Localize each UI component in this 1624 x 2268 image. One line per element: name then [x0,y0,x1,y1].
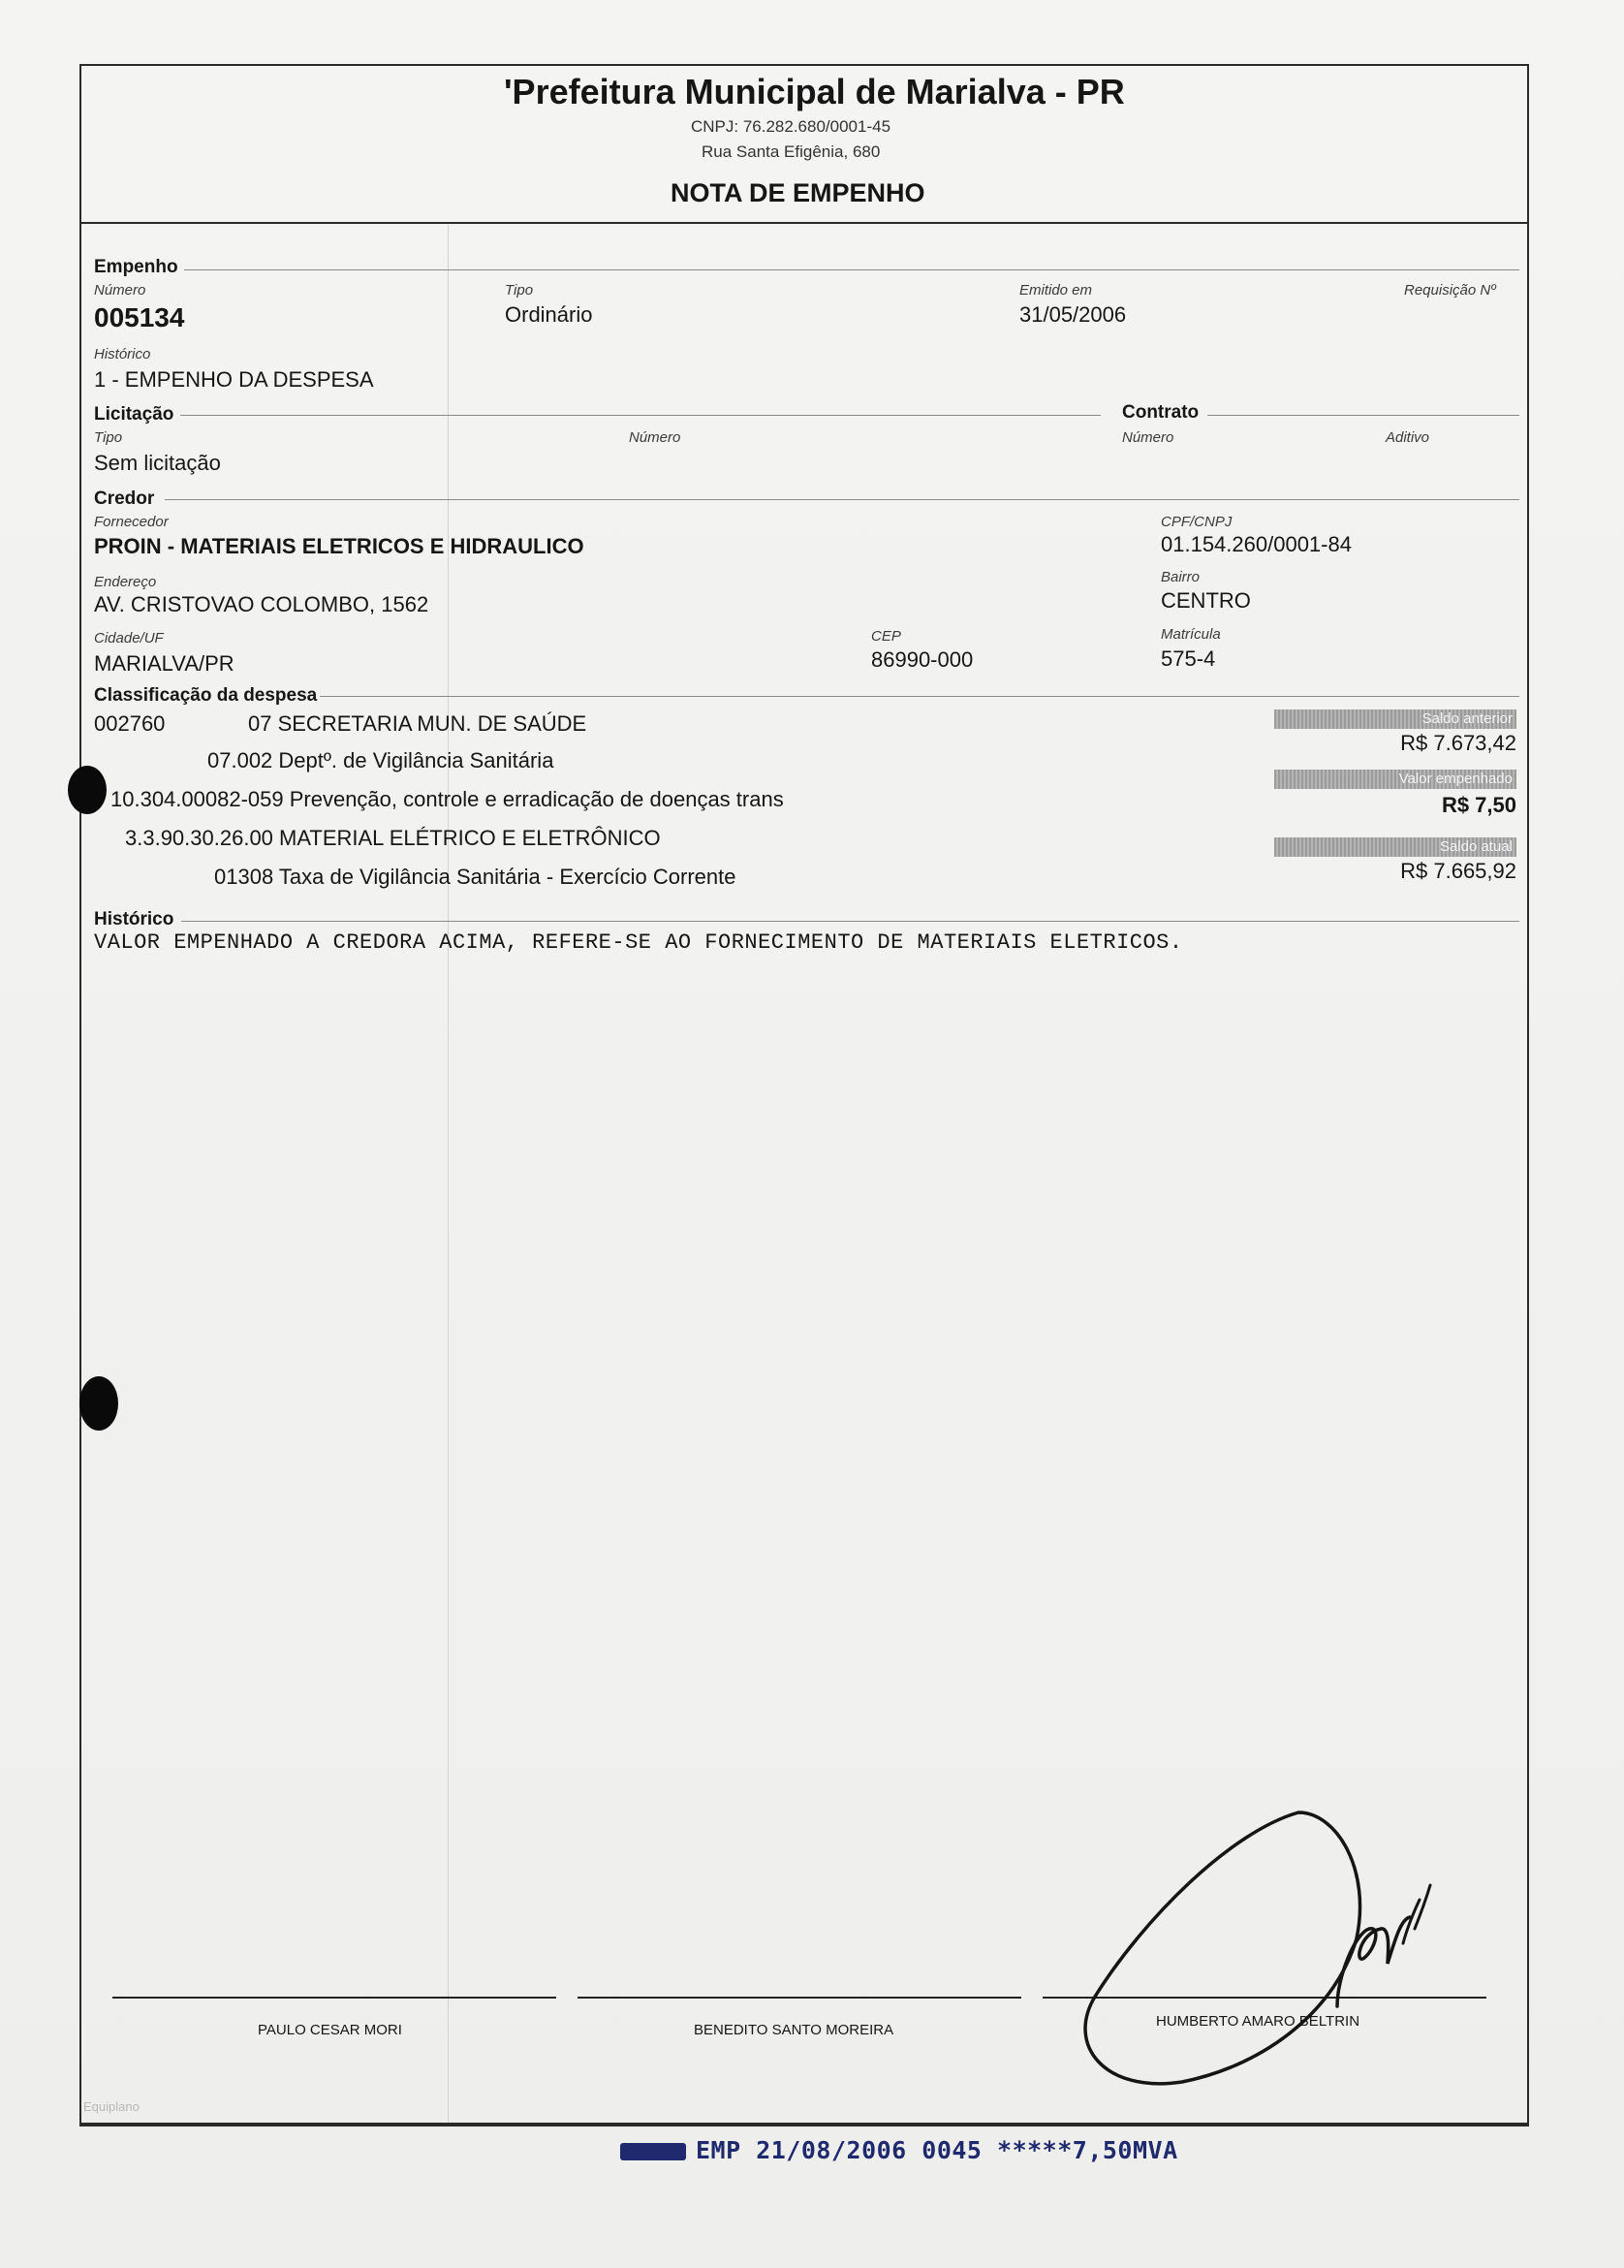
bairro-label: Bairro [1161,569,1201,585]
licitacao-section-title: Licitação [94,404,174,425]
cpf-cnpj-value: 01.154.260/0001-84 [1161,532,1352,556]
historico-section-title: Histórico [94,909,174,929]
empenho-historico: 1 - EMPENHO DA DESPESA [94,367,374,392]
protocol-stamp [620,2136,1178,2164]
emitido-date: 31/05/2006 [1019,302,1127,327]
cidade-value: MARIALVA/PR [94,651,234,676]
matricula-label: Matrícula [1161,626,1221,643]
empenho-tipo-label: Tipo [505,282,534,299]
licitacao-tipo-label: Tipo [94,429,123,446]
address-line: Rua Santa Efigênia, 680 [702,142,881,161]
document-title: NOTA DE EMPENHO [671,178,925,207]
bairro-value: CENTRO [1161,588,1251,613]
binder-hole-top [68,766,107,814]
endereco-label: Endereço [94,574,157,590]
contrato-section-title: Contrato [1122,402,1200,423]
cnpj-line: CNPJ: 76.282.680/0001-45 [691,117,891,136]
cidade-label: Cidade/UF [94,630,164,646]
signature-line-2 [578,1997,1021,1999]
classificacao-unidade: 07.002 Deptº. de Vigilância Sanitária [207,748,554,772]
municipality-title: 'Prefeitura Municipal de Marialva - PR [504,72,1125,111]
footer-divider [79,2125,1529,2126]
contrato-numero-label: Número [1122,429,1174,446]
empenho-numero-label: Número [94,282,146,299]
contrato-rule [1207,415,1519,416]
classificacao-rule [320,696,1519,697]
saldo-anterior-label: Saldo anterior [1421,710,1513,727]
matricula-value: 575-4 [1161,646,1216,671]
empenho-historico-label: Histórico [94,346,151,362]
saldo-atual-bar [1274,837,1516,857]
historico-text: VALOR EMPENHADO A CREDORA ACIMA, REFERE-SE AO FORNECIMENTO DE MATERIAIS ELETRICOS. [94,930,1183,955]
saldo-anterior-value: R$ 7.673,42 [1400,731,1516,755]
emitido-label: Emitido em [1019,282,1093,299]
valor-empenhado-bar [1274,770,1516,789]
credor-section-title: Credor [94,488,155,509]
classificacao-elemento: 3.3.90.30.26.00 MATERIAL ELÉTRICO E ELETRÔNICO [125,826,661,850]
cep-label: CEP [871,628,901,645]
empenho-rule [184,269,1519,270]
signature-name-2: BENEDITO SANTO MOREIRA [694,2022,894,2038]
licitacao-tipo: Sem licitação [94,451,221,475]
handwritten-signature [1046,1774,1473,2103]
cpf-cnpj-label: CPF/CNPJ [1161,514,1233,530]
classificacao-section-title: Classificação da despesa [94,685,318,706]
saldo-atual-value: R$ 7.665,92 [1400,859,1516,883]
signature-name-3: HUMBERTO AMARO BELTRIN [1156,2013,1360,2030]
credor-rule [165,499,1519,500]
empenho-numero: 005134 [94,302,185,332]
licitacao-rule [180,415,1101,416]
requisicao-label: Requisição Nº [1404,282,1496,299]
header-divider [79,222,1529,224]
fornecedor-name: PROIN - MATERIAIS ELETRICOS E HIDRAULICO [94,534,584,558]
valor-empenhado-label: Valor empenhado [1398,771,1513,787]
classificacao-fonte: 01308 Taxa de Vigilância Sanitária - Exercício Corrente [214,865,736,889]
classificacao-funcional: 10.304.00082-059 Prevenção, controle e erradicação de doenças trans [110,787,784,811]
endereco-value: AV. CRISTOVAO COLOMBO, 1562 [94,592,429,616]
empenho-tipo: Ordinário [505,302,593,327]
classificacao-orgao: 07 SECRETARIA MUN. DE SAÚDE [248,711,587,736]
saldo-anterior-bar [1274,709,1516,729]
licitacao-numero-label: Número [629,429,681,446]
stamp-mark [620,2143,686,2160]
signature-name-1: PAULO CESAR MORI [258,2022,402,2038]
classificacao-code: 002760 [94,711,166,736]
binder-hole-bottom [79,1376,118,1431]
valor-empenhado-value: R$ 7,50 [1441,793,1516,817]
equiplano-watermark: Equiplano [83,2099,140,2114]
contrato-aditivo-label: Aditivo [1386,429,1430,446]
fornecedor-label: Fornecedor [94,514,169,530]
historico-rule [181,921,1519,922]
empenho-section-title: Empenho [94,257,178,277]
cep-value: 86990-000 [871,647,974,672]
saldo-atual-label: Saldo atual [1439,838,1513,855]
stamp-text: EMP 21/08/2006 0045 *****7,50MVA [696,2136,1178,2164]
signature-line-1 [112,1997,556,1999]
